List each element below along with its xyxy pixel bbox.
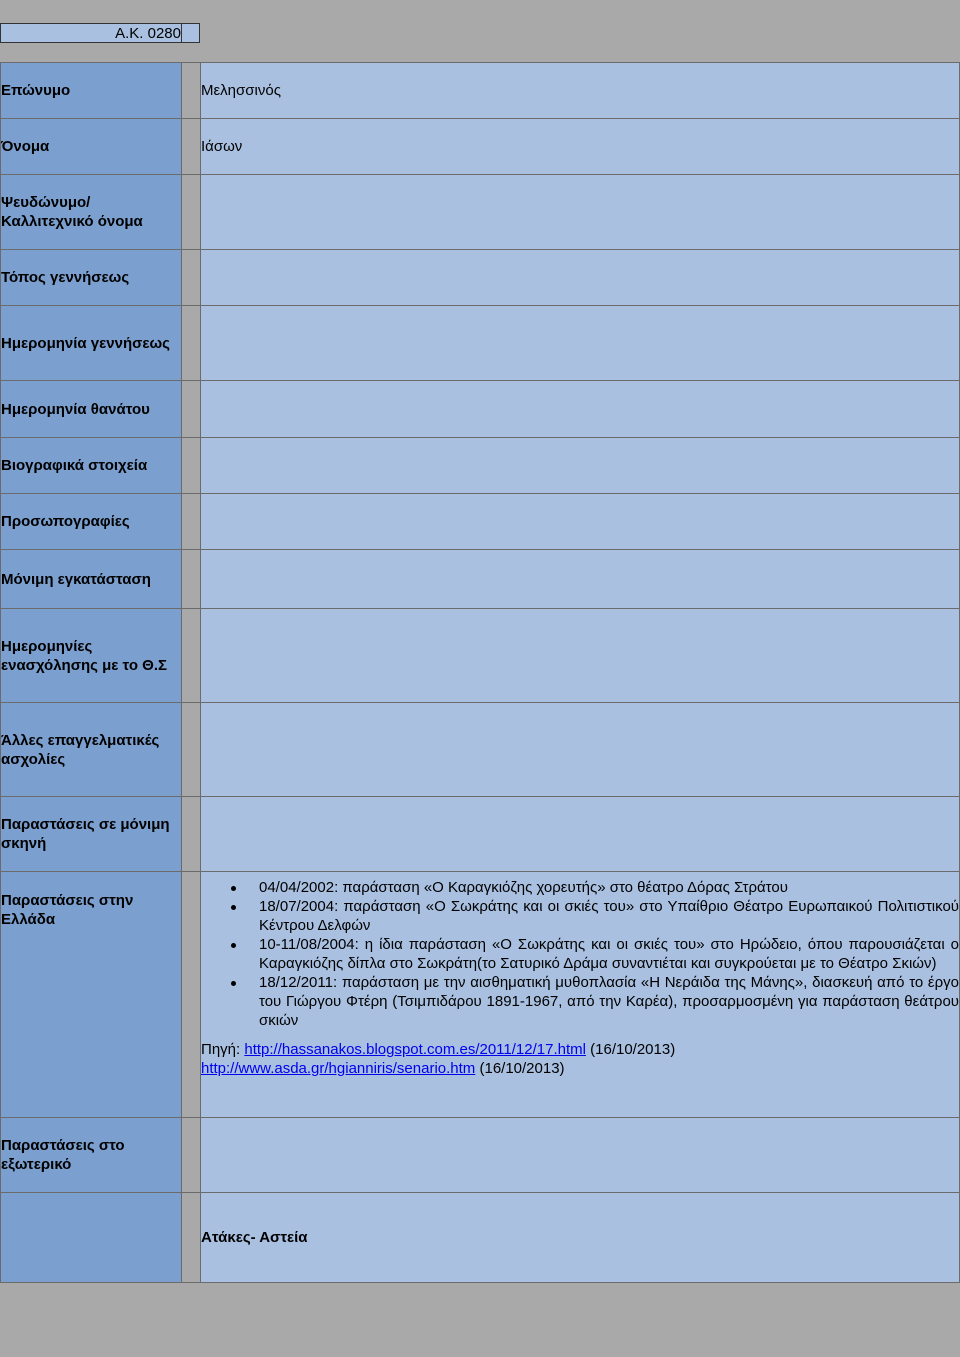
residence-label: Μόνιμη εγκατάσταση: [1, 550, 182, 609]
record-table: [0, 62, 960, 1283]
row-deathdate: [1, 381, 960, 438]
permanent-stage-value: [201, 797, 960, 872]
source-date-2: (16/10/2013): [475, 1060, 565, 1077]
greece-value: [201, 872, 960, 1118]
abroad-label: Παραστάσεις στο εξωτερικό: [1, 1118, 182, 1193]
list-item: 18/07/2004: παράσταση «Ο Σωκράτης και οι σκιές του» στο Υπαίθριο Θέατρο Ευρωπαικού Πολιτιστικού Κέντρου Δελφών: [259, 898, 959, 934]
row-permanent-stage: [1, 797, 960, 872]
source-link-1[interactable]: http://hassanakos.blogspot.com.es/2011/12/17.html: [244, 1041, 586, 1058]
pseudonym-value: [201, 175, 960, 250]
name-label: Όνομα: [1, 119, 182, 175]
source-prefix: Πηγή:: [201, 1041, 245, 1058]
residence-value: [201, 550, 960, 609]
employment-value: [201, 609, 960, 703]
row-pseudonym: [1, 175, 960, 250]
record-code-box: [0, 23, 200, 43]
row-residence: [1, 550, 960, 609]
bio-value: [201, 438, 960, 494]
list-item: 18/12/2011: παράσταση με την αισθηματική μυθοπλασία «Η Νεράιδα της Μάνης», διασκευή από το έργο του Γιώργου Φτέρη (Τσιμπιδάρου 1891-1967, από την Καρέα), προσαρμοσμένη για παράσταση θεάτρου σκιών: [259, 974, 959, 1029]
deathdate-value: [201, 381, 960, 438]
source-line-2: [201, 1059, 959, 1078]
source-link-2[interactable]: http://www.asda.gr/hgianniris/senario.htm: [201, 1060, 476, 1077]
row-greece: [1, 872, 960, 1118]
other-jobs-value: [201, 703, 960, 797]
row-abroad: [1, 1118, 960, 1193]
row-birthplace: [1, 250, 960, 306]
name-value: Ιάσων: [201, 119, 960, 175]
record-code: Α.Κ. 0280: [115, 25, 181, 42]
greece-performances-list: [201, 878, 959, 1030]
surname-label: Επώνυμο: [1, 63, 182, 119]
list-item: 10-11/08/2004: η ίδια παράσταση «Ο Σωκράτης και οι σκιές του» στο Ηρώδειο, όπου παρουσιάζεται ο Καραγκιόζης δίπλα στο Σωκράτη(το Σατυρικό Δράμα συναντιέται και συγκρούεται με το Θέατρο Σκιών): [259, 936, 959, 972]
pseudonym-label: Ψευδώνυμο/ Καλλιτεχνικό όνομα: [1, 175, 182, 250]
greece-label: Παραστάσεις στην Ελλάδα: [1, 872, 182, 1118]
row-portraits: [1, 494, 960, 550]
row-surname: [1, 63, 960, 119]
portraits-value: [201, 494, 960, 550]
row-birthdate: [1, 306, 960, 381]
permanent-stage-label: Παραστάσεις σε μόνιμη σκηνή: [1, 797, 182, 872]
row-name: [1, 119, 960, 175]
birthdate-value: [201, 306, 960, 381]
birthplace-value: [201, 250, 960, 306]
portraits-label: Προσωπογραφίες: [1, 494, 182, 550]
source-line-1: [201, 1040, 959, 1059]
employment-label: Ημερομηνίες ενασχόλησης με το Θ.Σ: [1, 609, 182, 703]
row-other-jobs: [1, 703, 960, 797]
row-employment: [1, 609, 960, 703]
surname-value: Μελησσινός: [201, 63, 960, 119]
row-bio: [1, 438, 960, 494]
quotes-value: Ατάκες- Αστεία: [201, 1193, 960, 1283]
record-code-divider: [181, 24, 182, 42]
row-quotes: [1, 1193, 960, 1283]
deathdate-label: Ημερομηνία θανάτου: [1, 381, 182, 438]
other-jobs-label: Άλλες επαγγελματικές ασχολίες: [1, 703, 182, 797]
source-date-1: (16/10/2013): [585, 1041, 676, 1058]
abroad-value: [201, 1118, 960, 1193]
bio-label: Βιογραφικά στοιχεία: [1, 438, 182, 494]
list-item: 04/04/2002: παράσταση «Ο Καραγκιόζης χορευτής» στο θέατρο Δόρας Στράτου: [259, 878, 959, 897]
birthplace-label: Τόπος γεννήσεως: [1, 250, 182, 306]
quotes-label: [1, 1193, 182, 1283]
birthdate-label: Ημερομηνία γεννήσεως: [1, 306, 182, 381]
